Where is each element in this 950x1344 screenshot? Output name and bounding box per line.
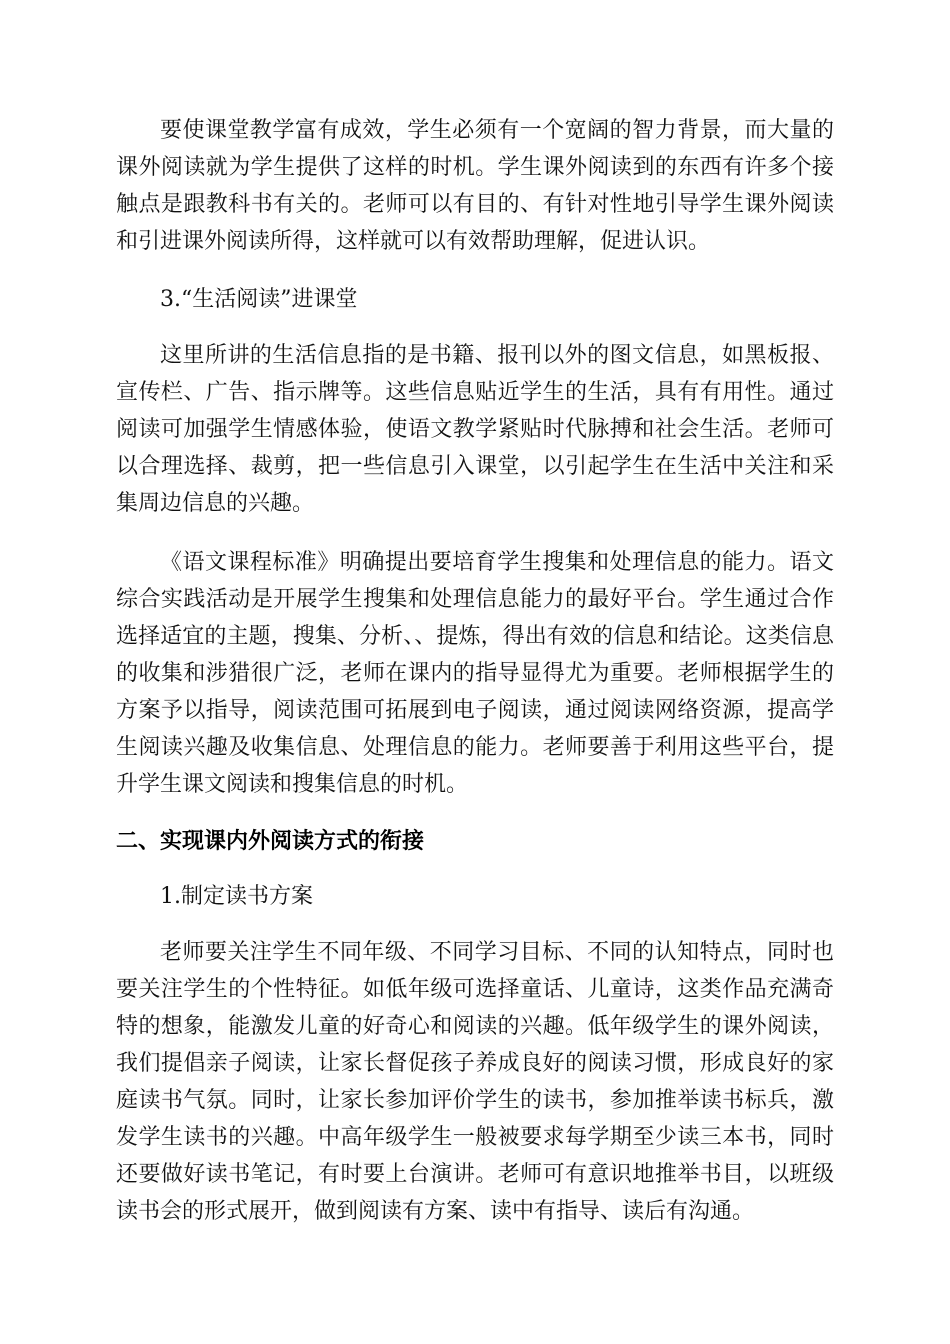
- paragraph-intellectual-background: 要使课堂教学富有成效，学生必须有一个宽阔的智力背景，而大量的课外阅读就为学生提供了这样的时机。学生课外阅读到的东西有许多个接触点是跟教科书有关的。老师可以有目的、有针对性地引导学生课外阅读和引进课外阅读所得，这样就可以有效帮助理解，促进认识。: [116, 118, 834, 254]
- section-heading-reading-connection: 二、实现课内外阅读方式的衔接: [116, 829, 425, 854]
- paragraph-curriculum-standard: 《语文课程标准》明确提出要培育学生搜集和处理信息的能力。语文综合实践活动是开展学生搜集和处理信息能力的最好平台。学生通过合作选择适宜的主题，搜集、分析、、提炼，得出有效的信息和结论。这类信息的收集和涉猎很广泛，老师在课内的指导显得尤为重要。老师根据学生的方案予以指导，阅读范围可拓展到电子阅读，通过阅读网络资源，提高学生阅读兴趣及收集信息、处理信息的能力。老师要善于利用这些平台，提升学生课文阅读和搜集信息的时机。: [116, 550, 834, 797]
- paragraph-reading-plan-details: 老师要关注学生不同年级、不同学习目标、不同的认知特点，同时也要关注学生的个性特征。如低年级可选择童话、儿童诗，这类作品充满奇特的想象，能激发儿童的好奇心和阅读的兴趣。低年级学生的课外阅读，我们提倡亲子阅读，让家长督促孩子养成良好的阅读习惯，形成良好的家庭读书气氛。同时，让家长参加评价学生的读书，参加推举读书标兵，激发学生读书的兴趣。中高年级学生一般被要求每学期至少读三本书，同时还要做好读书笔记，有时要上台演讲。老师可有意识地推举书目，以班级读书会的形式展开，做到阅读有方案、读中有指导、读后有沟通。: [116, 940, 834, 1224]
- subheading-life-reading: 3.“生活阅读”进课堂: [160, 287, 358, 312]
- subheading-reading-plan: 1.制定读书方案: [160, 884, 313, 909]
- paragraph-life-information: 这里所讲的生活信息指的是书籍、报刊以外的图文信息，如黑板报、宣传栏、广告、指示牌等。这些信息贴近学生的生活，具有有用性。通过阅读可加强学生情感体验，使语文教学紧贴时代脉搏和社会生活。老师可以合理选择、裁剪，把一些信息引入课堂，以引起学生在生活中关注和采集周边信息的兴趣。: [116, 343, 834, 516]
